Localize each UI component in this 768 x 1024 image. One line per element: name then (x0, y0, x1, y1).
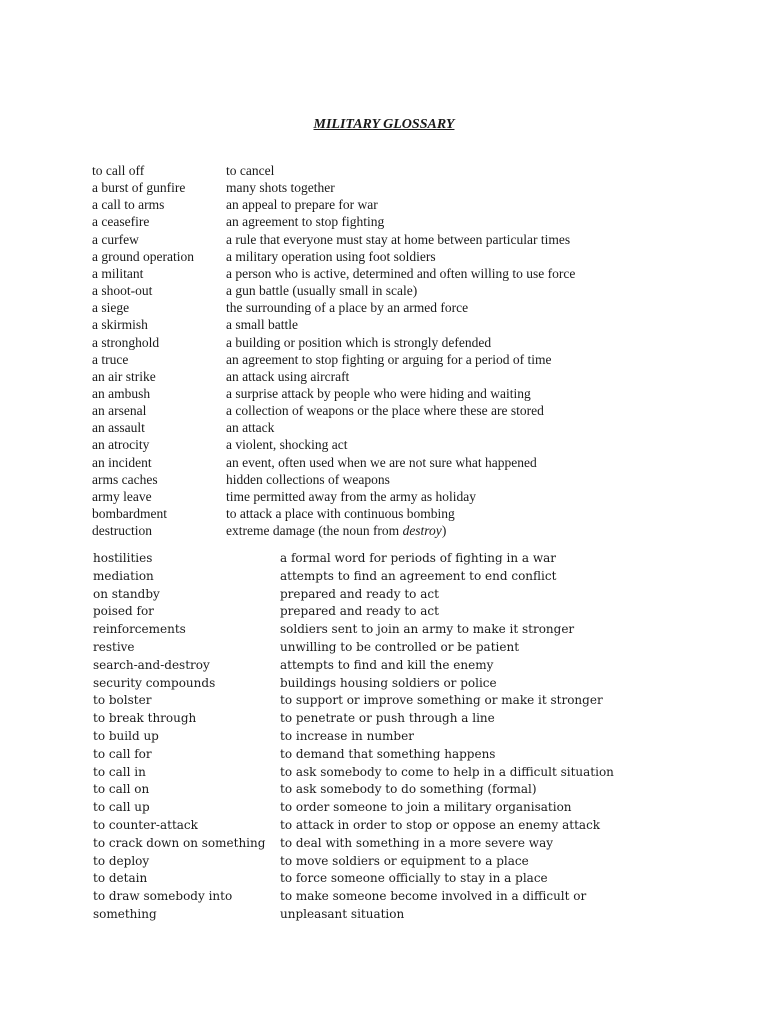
glossary-definition: a military operation using foot soldiers (226, 248, 436, 264)
glossary-term: an air strike (92, 368, 156, 384)
glossary-definition: to attack a place with continuous bombing (226, 506, 455, 521)
glossary-definition: extreme damage (the noun from destroy) (226, 523, 447, 539)
glossary-definition: prepared and ready to act (280, 604, 439, 619)
glossary-definition: to order someone to join a military organisation (280, 800, 572, 815)
glossary-definition: soldiers sent to join an army to make it stronger (280, 622, 575, 637)
glossary-term: restive (93, 640, 135, 654)
glossary-term: a siege (92, 300, 130, 316)
glossary-definition: time permitted away from the army as holiday (226, 488, 477, 504)
glossary-term: poised for (93, 604, 154, 619)
glossary-definition: to attack in order to stop or oppose an enemy attack (280, 818, 601, 832)
glossary-term: a ground operation (92, 248, 194, 264)
glossary-definition: to ask somebody to come to help in a difficult situation (280, 764, 614, 779)
glossary-definition: an appeal to prepare for war (226, 197, 378, 213)
glossary-term: to counter-attack (93, 818, 198, 832)
glossary-definition: an agreement to stop fighting (226, 214, 385, 230)
glossary-definition: prepared and ready to act (280, 586, 439, 601)
glossary-term: a ceasefire (92, 214, 150, 230)
glossary-term: a curfew (92, 231, 139, 247)
glossary-definition: an attack (226, 420, 275, 436)
glossary-term: destruction (92, 523, 152, 539)
glossary-definition: an event, often used when we are not sure what happened (226, 454, 537, 470)
glossary-term: to call in (93, 764, 146, 779)
glossary-definition: an agreement to stop fighting or arguing for a period of time (226, 351, 552, 367)
glossary-term: an assault (92, 420, 145, 436)
glossary-term: a stronghold (92, 334, 160, 350)
glossary-definition: to move soldiers or equipment to a place (280, 853, 529, 868)
glossary-term: to crack down on something (93, 835, 266, 850)
glossary-term: on standby (93, 586, 160, 601)
glossary-definition: unwilling to be controlled or be patient (280, 640, 520, 654)
glossary-definition: a gun battle (usually small in scale) (226, 283, 418, 299)
glossary-term: a militant (92, 265, 144, 281)
glossary-term: to call up (93, 800, 150, 815)
glossary-term: to deploy (93, 853, 150, 868)
glossary-term: to call for (93, 746, 152, 761)
glossary-definition: to deal with something in a more severe way (280, 835, 554, 850)
glossary-term: search-and-destroy (93, 657, 210, 672)
glossary-term: an ambush (92, 385, 151, 401)
glossary-term: to call off (92, 163, 145, 178)
glossary-term: a call to arms (92, 197, 165, 213)
glossary-definition: many shots together (226, 180, 335, 196)
glossary-term: security compounds (93, 675, 216, 690)
glossary-definition: a violent, shocking act (226, 437, 348, 453)
glossary-term: to break through (93, 711, 197, 726)
glossary-definition: a building or position which is strongly defended (226, 334, 492, 350)
glossary-definition: to support or improve something or make it stronger (280, 693, 603, 708)
glossary-definition: hidden collections of weapons (226, 471, 390, 487)
glossary-definition: to ask somebody to do something (formal) (280, 782, 537, 797)
glossary-term: to draw somebody into (93, 889, 233, 904)
page-title: MILITARY GLOSSARY (313, 117, 455, 132)
glossary-definition: to cancel (226, 163, 275, 178)
glossary-definition: buildings housing soldiers or police (280, 675, 497, 690)
glossary-term: something (93, 907, 157, 921)
glossary-term: reinforcements (93, 622, 186, 637)
glossary-definition: a surprise attack by people who were hiding and waiting (226, 385, 531, 401)
glossary-term: hostilities (93, 551, 153, 565)
glossary-definition: a rule that everyone must stay at home between particular times (226, 231, 571, 247)
glossary-definition: to penetrate or push through a line (280, 711, 495, 726)
glossary-definition: a person who is active, determined and often willing to use force (226, 265, 576, 281)
glossary-definition: attempts to find an agreement to end conflict (280, 568, 557, 583)
glossary-definition: a collection of weapons or the place where these are stored (226, 403, 544, 419)
glossary-term: to call on (93, 782, 150, 797)
glossary-definition: a formal word for periods of fighting in a war (280, 551, 557, 565)
glossary-definition: a small battle (226, 317, 298, 333)
glossary-term: a shoot-out (92, 283, 153, 299)
glossary-term: an arsenal (92, 403, 147, 419)
glossary-term: an incident (92, 454, 152, 470)
glossary-term: to bolster (93, 693, 152, 708)
glossary-term: to build up (93, 729, 159, 743)
glossary-term: mediation (93, 568, 154, 583)
glossary-term: a burst of gunfire (92, 180, 186, 196)
glossary-definition: unpleasant situation (280, 907, 405, 921)
glossary-definition: to increase in number (280, 729, 414, 743)
glossary-term: arms caches (92, 471, 158, 487)
glossary-term: bombardment (92, 506, 167, 521)
glossary-term: army leave (92, 488, 152, 504)
glossary-definition: to make someone become involved in a difficult or (280, 889, 587, 904)
glossary-definition: attempts to find and kill the enemy (280, 657, 494, 672)
glossary-term: a truce (92, 351, 129, 367)
glossary-term: to detain (93, 871, 148, 886)
glossary-definition: an attack using aircraft (226, 368, 350, 384)
glossary-term: a skirmish (92, 317, 148, 333)
glossary-definition: to demand that something happens (280, 746, 496, 761)
glossary-definition: to force someone officially to stay in a place (280, 871, 548, 886)
glossary-term: an atrocity (92, 437, 150, 453)
glossary-definition: the surrounding of a place by an armed force (226, 300, 469, 316)
